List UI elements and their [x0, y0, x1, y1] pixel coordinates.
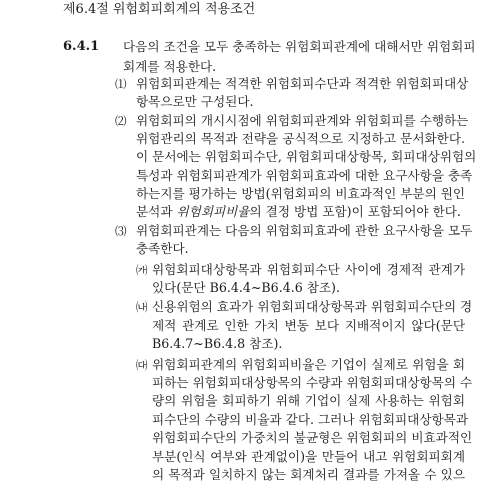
paragraph-line: 다음의 조건을 모두 충족하는 위험회피관계에 대해서만 위험회피: [123, 39, 476, 54]
condition-line: 항목으로만 구성된다.: [136, 94, 254, 109]
condition-text: 의 결정 방법 포함)이 포함되어야 한다.: [249, 204, 461, 219]
condition-line: 특성과 위험회피관계가 위험회피효과에 대한 요구사항을 충족: [136, 168, 473, 183]
condition-line: 위험회피관계는 적격한 위험회피수단과 적격한 위험회피대상: [136, 76, 469, 91]
condition-line: 이 문서에는 위험회피수단, 위험회피대상항목, 회피대상위험의: [136, 149, 477, 164]
subitem-line: 부분(인식 여부와 관계없이)을 만들어 내고 위험회피회계: [152, 449, 465, 464]
subitem-line: 위험회피수단의 가중치의 불균형은 위험회피의 비효과적인: [152, 430, 473, 445]
paragraph-number: 6.4.1: [63, 39, 100, 54]
subitem-line: 피수단의 수량의 비율과 같다. 그러나 위험회피대상항목과: [152, 412, 468, 427]
subitem-marker: ㈐: [136, 358, 148, 372]
subitem-line: 피하는 위험회피대상항목의 수량과 위험회피대상항목의 수: [152, 375, 473, 390]
condition-line: 위험회피관계는 다음의 위험회피효과에 관한 요구사항을 모두: [136, 223, 473, 238]
section-title: 제6.4절 위험회피회계의 적용조건: [63, 2, 256, 17]
condition-line: 하는지를 평가하는 방법(위험회피의 비효과적인 부분의 원인: [136, 186, 466, 201]
paragraph-line: 회계를 적용한다.: [123, 59, 217, 74]
subitem-line: 량의 위험을 회피하기 위해 기업이 실제 사용하는 위험회: [152, 393, 465, 408]
condition-line: 위험관리의 목적과 전략을 공식적으로 지정하고 문서화한다.: [136, 131, 465, 146]
condition-text: 분석과: [136, 204, 173, 219]
emphasized-term: 위험회피비율: [176, 204, 250, 219]
subitem-line: 신용위험의 효과가 위험회피대상항목과 위험회피수단의 경: [152, 299, 473, 314]
subitem-marker: ㈏: [136, 300, 148, 314]
condition-line: [136, 204, 461, 220]
subitem-line: 의 목적과 일치하지 않는 회계처리 결과를 가져올 수 있으: [152, 467, 465, 482]
condition-line: 위험회피의 개시시점에 위험회피관계와 위험회피를 수행하는: [136, 113, 469, 128]
subitem-marker: ㈎: [136, 263, 148, 277]
subitem-line: 있다(문단 B6.4.4~B6.4.6 참조).: [152, 280, 340, 295]
subitem-line: 제적 관계로 인한 가치 변동 보다 지배적이지 않다(문단: [152, 318, 465, 333]
condition-marker: ⑴: [115, 77, 127, 91]
condition-marker: ⑶: [115, 224, 127, 238]
condition-line: 충족한다.: [136, 241, 189, 256]
subitem-line: 위험회피관계의 위험회피비율은 기업이 실제로 위험을 회: [152, 357, 465, 372]
condition-marker: ⑵: [115, 114, 127, 128]
subitem-line: 위험회피대상항목과 위험회피수단 사이에 경제적 관계가: [152, 262, 465, 277]
subitem-line: B6.4.7~B6.4.8 참조).: [152, 336, 283, 351]
